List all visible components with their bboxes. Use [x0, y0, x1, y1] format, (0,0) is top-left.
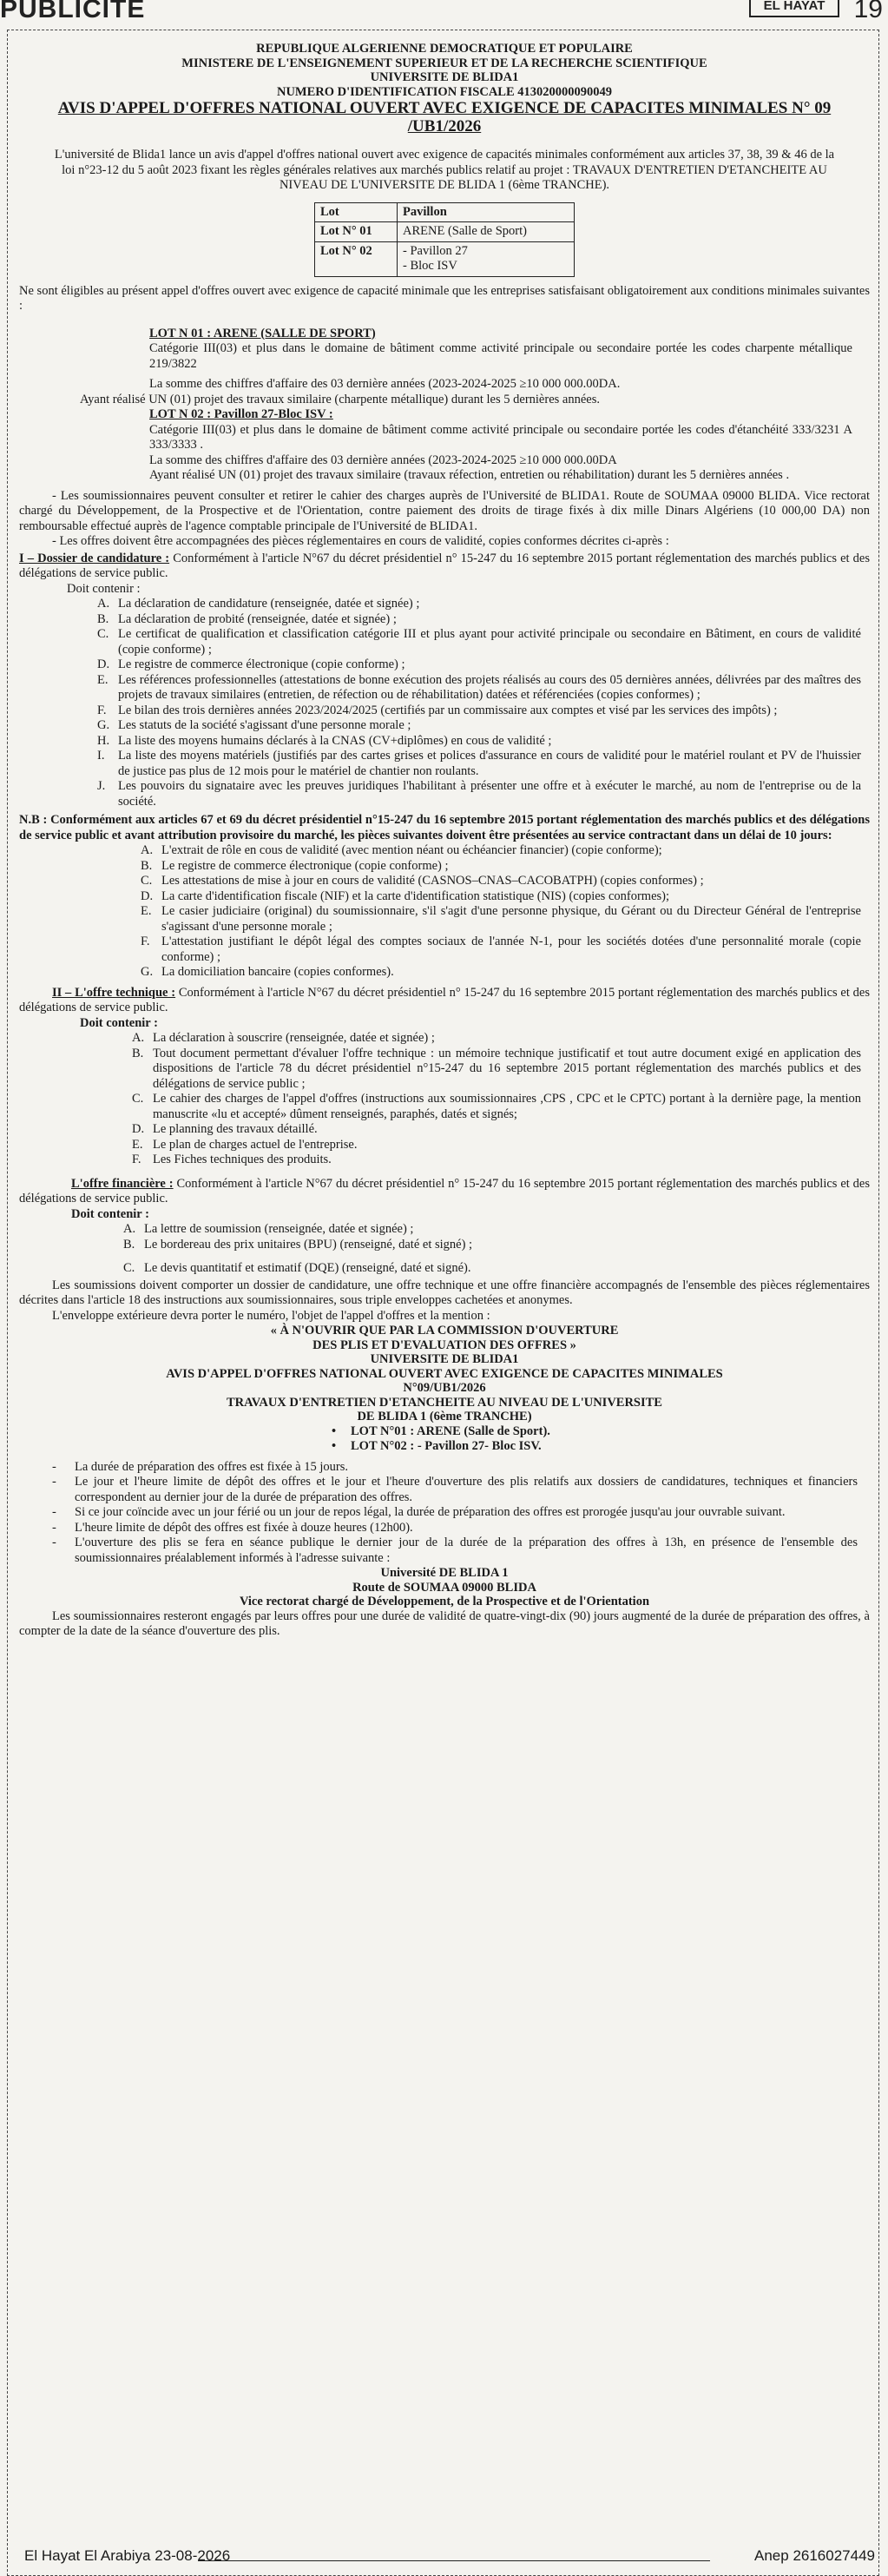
publication-label: PUBLICITE: [0, 0, 146, 23]
list-item: D. La carte d'identification fiscale (NIF) et la carte d'identification statistique (NIS) (copies conformes);: [141, 888, 669, 903]
address-line3: Vice rectorat chargé de Développement, de la Prospective et de l'Orientation: [239, 1595, 650, 1608]
list-item: J. Les pouvoirs du signataire avec les preuves juridiques l'habilitant à présenter une offre et à exécuter le marché, au nom de l'entreprise ou de la société.: [97, 779, 861, 809]
list-item: - Si ce jour coïncide avec un jour férié ou un jour de repos légal, la durée de préparation des offres est prorogée jusqu'au jour ouvrable suivant.: [52, 1505, 870, 1521]
mention-line2: DES PLIS ET D'EVALUATION DES OFFRES »: [312, 1338, 576, 1352]
list-item: - L'ouverture des plis se fera en séance publique le dernier jour de la durée de la préparation des offres à 13h, en présence de l'ensemble des soumissionnaires préalablement informés à l'adresse suivante :: [52, 1536, 870, 1566]
lot2-turnover: La somme des chiffres d'affaire des 03 dernière années (2023-2024-2025 ≥10 000 000.00DA: [149, 452, 617, 467]
lots-header-pavillon: Pavillon: [398, 202, 575, 222]
newspaper-logo: EL HAYAT: [749, 0, 839, 17]
list-item: E. Le plan de charges actuel de l'entreprise.: [132, 1137, 358, 1152]
lot1-category: Catégorie III(03) et plus dans le domaine de bâtiment comme activité principale ou secondaire portée les codes charpente métallique 219/3822: [149, 341, 852, 371]
financiere-doit: Doit contenir :: [71, 1206, 149, 1221]
list-item: G. Les statuts de la société s'agissant d'une personne morale ;: [97, 718, 411, 732]
list-item: H. La liste des moyens humains déclarés à la CNAS (CV+diplômes) en cous de validité ;: [97, 733, 552, 748]
lot1-title: LOT N 01 : ARENE (SALLE DE SPORT): [149, 326, 376, 340]
cahier-paragraph: - Les soumissionnaires peuvent consulter et retirer le cahier des charges auprès de l'Université de BLIDA1. Route de SOUMAA 09000 BLIDA. Vice rectorat chargé du Développement, de la Prospective et de l'Orientation, contre paiement des droits de tirage fixés à dix mille Dinars Algériens (10 000,00 DA) non remboursable effectué auprès de l'agence comptable principale de l'Université de BLIDA1.: [19, 488, 870, 533]
table-row: [315, 241, 575, 276]
list-item: B. Le registre de commerce électronique (copie conforme) ;: [141, 858, 449, 873]
page-number: 19: [853, 0, 883, 23]
list-item: E. Le casier judiciaire (original) du soumissionnaire, s'il s'agit d'une personne physique, du Gérant ou du Directeur Général de l'entreprise s'agissant d'une personne morale ;: [141, 904, 861, 934]
mention-line7: DE BLIDA 1 (6ème TRANCHE): [357, 1410, 532, 1423]
list-item: G. La domiciliation bancaire (copies conformes).: [141, 965, 394, 979]
list-item: F. Le bilan des trois dernières années 2023/2024/2025 (certifiés par un commissaire aux comptes et visé par les services des impôts) ;: [97, 703, 778, 717]
list-item: A. La déclaration à souscrire (renseignée, datée et signée) ;: [132, 1031, 435, 1045]
list-item: A. L'extrait de rôle en cous de validité (avec mention néant ou échéancier financier) (copie conforme);: [141, 843, 662, 857]
list-item: B. Tout document permettant d'évaluer l'offre technique : un mémoire technique justificatif et tout autre document exigé en application des dispositions de l'article 78 du décret présidentiel n°15-247 du 16 septembre 2015 portant réglementation des marchés publics et des délégations de service public ;: [132, 1046, 861, 1091]
list-item: E. Les références professionnelles (attestations de bonne exécution des projets réalisés au cours des 05 dernières années, délivrées par des maîtres des projets de travaux similaires (entretien, de réfection ou de réhabilitation) datées et référenciées (copies conformes) ;: [97, 672, 861, 702]
nb-paragraph: N.B : Conformément aux articles 67 et 69 du décret présidentiel n°15-247 du 16 septembre 2015 portant réglementation des marchés publics et des délégations de service public et avant attribution provisoire du marché, les pièces suivantes doivent être présentées au service contractant dans un délai de 10 jours:: [19, 813, 870, 842]
lot2-reference: Ayant réalisé UN (01) projet des travaux similaire (travaux réfection, entretien ou réhabilitation) durant les 5 dernières années .: [149, 468, 790, 482]
address-line2: Route de SOUMAA 09000 BLIDA: [352, 1580, 536, 1595]
list-item: A. La déclaration de candidature (renseignée, datée et signée) ;: [97, 597, 420, 611]
mention-lot1: • LOT N°01 : ARENE (Salle de Sport).: [332, 1423, 550, 1438]
lot-cell: Lot N° 02: [315, 241, 398, 276]
financiere-section: [19, 1177, 870, 1207]
offres-intro: - Les offres doivent être accompagnées des pièces réglementaires en cours de validité, copies conformes décrites ci-après :: [52, 534, 669, 548]
technique-section: [19, 986, 870, 1016]
mention-line3: UNIVERSITE DE BLIDA1: [370, 1352, 519, 1366]
list-item: F. Les Fiches techniques des produits.: [132, 1153, 332, 1166]
header-university: UNIVERSITE DE BLIDA1: [370, 70, 519, 84]
dossier-text: Conformément à l'article N°67 du décret présidentiel n° 15-247 du 16 septembre 2015 portant réglementation des marchés publics et des délégations de service public.: [19, 551, 870, 580]
envelopes-paragraph: Les soumissions doivent comporter un dossier de candidature, une offre technique et une offre financière accompagnés de l'ensemble des pièces réglementaires décrites dans l'article 18 des instructions aux soumissionnaires, sous triple enveloppes cachetées et anonymes.: [19, 1278, 870, 1307]
eligibility-text: Ne sont éligibles au présent appel d'offres ouvert avec exigence de capacité minimale que les entreprises satisfaisant obligatoirement aux conditions minimales suivantes :: [19, 283, 870, 313]
masthead: [0, 0, 888, 23]
lot1-turnover: La somme des chiffres d'affaire des 03 dernière années (2023-2024-2025 ≥10 000 000.00DA.: [149, 377, 621, 391]
mention-lot2: • LOT N°02 : - Pavillon 27- Bloc ISV.: [332, 1439, 542, 1453]
lots-table-header: [315, 202, 575, 222]
list-item: C. Le cahier des charges de l'appel d'offres (instructions aux soumissionnaires ,CPS , CPC et le CPTC) portant à la dernière page, la mention manuscrite «lu et accepté» dûment renseignés, paraphés, datés et signés;: [132, 1092, 861, 1121]
list-item: - Le jour et l'heure limite de dépôt des offres et le jour et l'heure d'ouverture des plis relatifs aux dossiers de candidatures, techniques et financiers correspondent au dernier jour de la durée de préparation des offres.: [52, 1475, 870, 1505]
list-item: B. La déclaration de probité (renseignée, datée et signée) ;: [97, 611, 397, 626]
header-nif: NUMERO D'IDENTIFICATION FISCALE 413020000090049: [276, 84, 613, 99]
technique-doit: Doit contenir :: [80, 1015, 158, 1030]
footer-anep: Anep 2616027449: [754, 2547, 875, 2564]
notice-title: AVIS D'APPEL D'OFFRES NATIONAL OUVERT AVEC EXIGENCE DE CAPACITES MINIMALES N° 09 /UB1/2026: [57, 99, 832, 135]
lot-cell: Lot N° 01: [315, 222, 398, 242]
list-item: - La durée de préparation des offres est fixée à 15 jours.: [52, 1460, 870, 1476]
pavillon-cell: ARENE (Salle de Sport): [398, 222, 575, 242]
table-row: [315, 222, 575, 242]
pavillon-cell: - Pavillon 27 - Bloc ISV: [398, 241, 575, 276]
header-republic: REPUBLIQUE ALGERIENNE DEMOCRATIQUE ET POPULAIRE: [256, 42, 633, 56]
envelope-mention-intro: L'enveloppe extérieure devra porter le numéro, l'objet de l'appel d'offres et la mention :: [52, 1308, 490, 1323]
mention-line5: N°09/UB1/2026: [403, 1381, 486, 1395]
technique-list: [132, 1031, 870, 1168]
tender-notice: [19, 42, 870, 1640]
nb-list: [141, 843, 870, 981]
footer-rule: [198, 2560, 710, 2561]
list-item: B. Le bordereau des prix unitaires (BPU) (renseigné, daté et signé) ;: [123, 1237, 473, 1252]
lots-header-lot: Lot: [315, 202, 398, 222]
list-item: - L'heure limite de dépôt des offres est fixée à douze heures (12h00).: [52, 1521, 870, 1536]
financiere-text: Conformément à l'article N°67 du décret présidentiel n° 15-247 du 16 septembre 2015 portant réglementation des marchés publics et des délégations de service public.: [19, 1176, 871, 1205]
list-item: I. La liste des moyens matériels (justifiés par des cartes grises et polices d'assurance en cours de validité pour le matériel roulant et PV de l'huissier de justice pas plus de 12 mois pour le matériel de chantier non roulants.: [97, 749, 861, 778]
list-item: D. Le registre de commerce électronique (copie conforme) ;: [97, 657, 405, 671]
dossier-section: [19, 552, 870, 582]
mention-line4: AVIS D'APPEL D'OFFRES NATIONAL OUVERT AVEC EXIGENCE DE CAPACITES MINIMALES: [166, 1366, 723, 1381]
conditions-list: [52, 1460, 870, 1567]
list-item: D. Le planning des travaux détaillé.: [132, 1122, 318, 1136]
lot2-title: LOT N 02 : Pavillon 27-Bloc ISV :: [149, 407, 333, 421]
dossier-heading: I – Dossier de candidature :: [19, 551, 170, 565]
lots-table: [314, 202, 575, 277]
technique-text: Conformément à l'article N°67 du décret présidentiel n° 15-247 du 16 septembre 2015 portant réglementation des marchés publics et des délégations de service public.: [19, 985, 870, 1014]
intro-paragraph: L'université de Blida1 lance un avis d'appel d'offres national ouvert avec exigence de capacités minimales conformément aux articles 37, 38, 39 & 46 de la loi n°23-12 du 5 août 2023 fixant les règles générales relatives aux marchés publics relatif au projet : TRAVAUX D'ENTRETIEN D'ETANCHEITE AU NIVEAU DE L'UNIVERSITE DE BLIDA 1 (6ème TRANCHE).: [54, 148, 835, 192]
list-item: F. L'attestation justifiant le dépôt légal des comptes sociaux de l'année N-1, pour les sociétés dotées d'une personnalité morale (copie conforme) ;: [141, 935, 861, 964]
address-line1: Université DE BLIDA 1: [380, 1566, 509, 1580]
dossier-list: [97, 597, 870, 809]
financiere-list: [123, 1222, 870, 1277]
list-item: A. La lettre de soumission (renseignée, datée et signée) ;: [123, 1222, 414, 1236]
mention-line1: « À N'OUVRIR QUE PAR LA COMMISSION D'OUVERTURE: [270, 1324, 619, 1338]
ad-footer: [24, 2547, 875, 2573]
lot2-category: Catégorie III(03) et plus dans le domaine de bâtiment comme activité principale ou secondaire portée les codes d'étanchéité 333/3231 A 333/3333 .: [149, 422, 852, 452]
mention-line6: TRAVAUX D'ENTRETIEN D'ETANCHEITE AU NIVEAU DE L'UNIVERSITE: [227, 1395, 662, 1410]
financiere-heading: L'offre financière :: [71, 1176, 174, 1191]
lot1-reference: Ayant réalisé UN (01) projet des travaux similaire (charpente métallique) durant les 5 dernières années.: [80, 392, 600, 406]
dossier-doit: Doit contenir :: [67, 581, 141, 596]
footer-source: El Hayat El Arabiya 23-08-2026: [24, 2547, 231, 2564]
list-item: C. Le devis quantitatif et estimatif (DQE) (renseigné, daté et signé).: [123, 1261, 471, 1275]
header-ministry: MINISTERE DE L'ENSEIGNEMENT SUPERIEUR ET DE LA RECHERCHE SCIENTIFIQUE: [181, 56, 707, 70]
technique-heading: II – L'offre technique :: [52, 985, 176, 1000]
validity-paragraph: Les soumissionnaires resteront engagés par leurs offres pour une durée de validité de quatre-vingt-dix (90) jours augmenté de la durée de préparation des offres, à compter de la date de la séance d'ouverture des plis.: [19, 1608, 870, 1638]
list-item: C. Le certificat de qualification et classification catégorie III et plus ayant pour activité principale ou secondaire en Bâtiment, en cours de validité (copie conforme) ;: [97, 627, 861, 657]
list-item: C. Les attestations de mise à jour en cours de validité (CASNOS–CNAS–CACOBATPH) (copies conformes) ;: [141, 874, 704, 888]
